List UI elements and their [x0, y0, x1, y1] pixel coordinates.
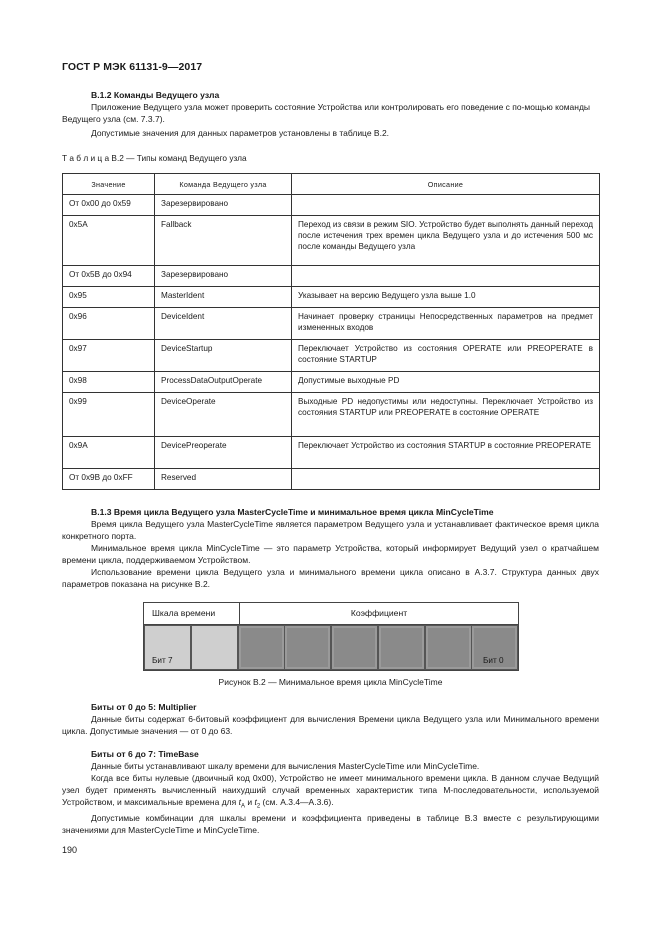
document-header: ГОСТ Р МЭК 61131-9—2017 [62, 61, 203, 73]
multiplier-label: Коэффициент [240, 603, 518, 625]
section-b13-paragraph-2: Минимальное время цикла MinCycleTime — это параметр Устройства, который информирует Ведущий узел о кратчайшем времени цикла, поддерживаемом Устройством. [62, 543, 599, 565]
bits-0-5-title: Биты от 0 до 5: Multiplier [91, 702, 197, 712]
cell-value: 0x99 [63, 393, 155, 437]
column-header-command: Команда Ведущего узла [155, 174, 292, 195]
cell-description: Указывает на версию Ведущего узла выше 1.0 [292, 287, 600, 308]
cell-description [292, 266, 600, 287]
t-a-subscript: A [240, 803, 245, 810]
section-b13-paragraph-1: Время цикла Ведущего узла MasterCycleTime является параметром Ведущего узла и устанавливает фактическое время цикла конкретного порта. [62, 519, 599, 541]
column-header-description: Описание [292, 174, 600, 195]
table-row [63, 340, 600, 372]
table-header-row [63, 174, 600, 195]
cell-description: Выходные PD недопустимы или недоступны. Переключает Устройство из состояния STARTUP или PREOPERATE в состояние OPERATE [292, 393, 600, 437]
cell-value: 0x96 [63, 308, 155, 340]
section-b12-paragraph-1: Приложение Ведущего узла может проверить состояние Устройства или контролировать его поведение с по-мощью команды Ведущего узла (см. 7.3.7). [62, 102, 591, 124]
cell-value: 0x95 [63, 287, 155, 308]
paragraph-2-text-a: Когда все биты нулевые (двоичный код 0x00), Устройство не имеет минимального времени цикла. В данном случае Ведущий узел будет применять вычисленный наихудший случай временных характеристик типа М-последовательности, используемой Устройством, и максимальные времена для [62, 773, 599, 807]
cell-command: Зарезервировано [155, 195, 292, 216]
cell-description [292, 469, 600, 490]
cell-value: 0x5A [63, 216, 155, 266]
table-caption: Т а б л и ц а B.2 — Типы команд Ведущего узла [62, 153, 247, 163]
figure-caption: Рисунок B.2 — Минимальное время цикла MinCycleTime [218, 677, 443, 687]
cell-description: Начинает проверку страницы Непосредственных параметров на предмет измененных входов [292, 308, 600, 340]
cell-command: ProcessDataOutputOperate [155, 372, 292, 393]
cell-value: От 0x00 до 0x59 [63, 195, 155, 216]
table-row [63, 308, 600, 340]
section-b12-title: B.1.2 Команды Ведущего узла [91, 90, 220, 100]
figure-bit-structure [143, 602, 519, 671]
bits-6-7-paragraph-2 [62, 772, 599, 813]
cell-command: Reserved [155, 469, 292, 490]
t-2-subscript: 2 [256, 803, 261, 810]
table-row [63, 372, 600, 393]
cell-command: Зарезервировано [155, 266, 292, 287]
bit-cell-3 [331, 625, 378, 670]
bits-6-7-title: Биты от 6 до 7: TimeBase [91, 749, 199, 759]
table-row [63, 437, 600, 469]
bit-0-label: Бит 0 [483, 656, 504, 665]
bit-cell-2 [378, 625, 425, 670]
timebase-label: Шкала времени [144, 603, 240, 625]
cell-description: Переход из связи в режим SIO. Устройство будет выполнять данный переход после истечения трех времен цикла Ведущего узла и до истечения 500 мс после команды Ведущего узла [292, 216, 600, 266]
bit-cell-4 [284, 625, 331, 670]
bit-cells-row [144, 625, 518, 670]
cell-value: 0x9A [63, 437, 155, 469]
bit-cell-5 [238, 625, 285, 670]
bits-6-7-paragraph-3: Допустимые комбинации для шкалы времени и коэффициента приведены в таблице B.3 вместе с результирующими значениями для MasterCycleTime и MinCycleTime. [62, 813, 599, 835]
cell-command: DeviceStartup [155, 340, 292, 372]
cell-command: Fallback [155, 216, 292, 266]
bits-6-7-paragraph-1: Данные биты устанавливают шкалу времени для вычисления MasterCycleTime или MinCycleTime. [91, 761, 480, 771]
t-2-symbol: t [254, 797, 257, 807]
section-b12-paragraph-2: Допустимые значения для данных параметров установлены в таблице B.2. [91, 128, 390, 138]
table-row [63, 216, 600, 266]
page-number: 190 [62, 845, 78, 855]
section-b13-title: B.1.3 Время цикла Ведущего узла MasterCycleTime и минимальное время цикла MinCycleTime [91, 507, 494, 517]
cell-command: DeviceOperate [155, 393, 292, 437]
table-row [63, 266, 600, 287]
cell-description: Переключает Устройство из состояния STARTUP в состояние PREOPERATE [292, 437, 600, 469]
cell-command: DeviceIdent [155, 308, 292, 340]
table-row [63, 469, 600, 490]
paragraph-2-and: и [244, 797, 255, 807]
cell-description [292, 195, 600, 216]
table-row [63, 393, 600, 437]
cell-value: От 0x9B до 0xFF [63, 469, 155, 490]
bit-7-label: Бит 7 [152, 656, 173, 665]
cell-description: Допустимые выходные PD [292, 372, 600, 393]
cell-value: 0x98 [63, 372, 155, 393]
paragraph-2-text-b: (см. A.3.4—A.3.6). [260, 797, 334, 807]
table-row [63, 287, 600, 308]
bit-cell-6 [191, 625, 238, 670]
cell-command: DevicePreoperate [155, 437, 292, 469]
table-row [63, 195, 600, 216]
bit-cell-1 [425, 625, 472, 670]
section-b13-paragraph-3: Использование времени цикла Ведущего узла и минимального времени цикла описано в A.3.7. Структура данных двух параметров показана на рисунке B.2. [62, 567, 599, 589]
cell-value: 0x97 [63, 340, 155, 372]
column-header-value: Значение [63, 174, 155, 195]
bits-0-5-paragraph: Данные биты содержат 6-битовый коэффициент для вычисления Времени цикла Ведущего узла или Минимального времени цикла. Допустимые значения — от 0 до 63. [62, 714, 599, 736]
cell-description: Переключает Устройство из состояния OPERATE или PREOPERATE в состояние STARTUP [292, 340, 600, 372]
cell-command: MasterIdent [155, 287, 292, 308]
cell-value: От 0x5B до 0x94 [63, 266, 155, 287]
command-table [62, 173, 600, 490]
t-a-symbol: t [238, 797, 241, 807]
